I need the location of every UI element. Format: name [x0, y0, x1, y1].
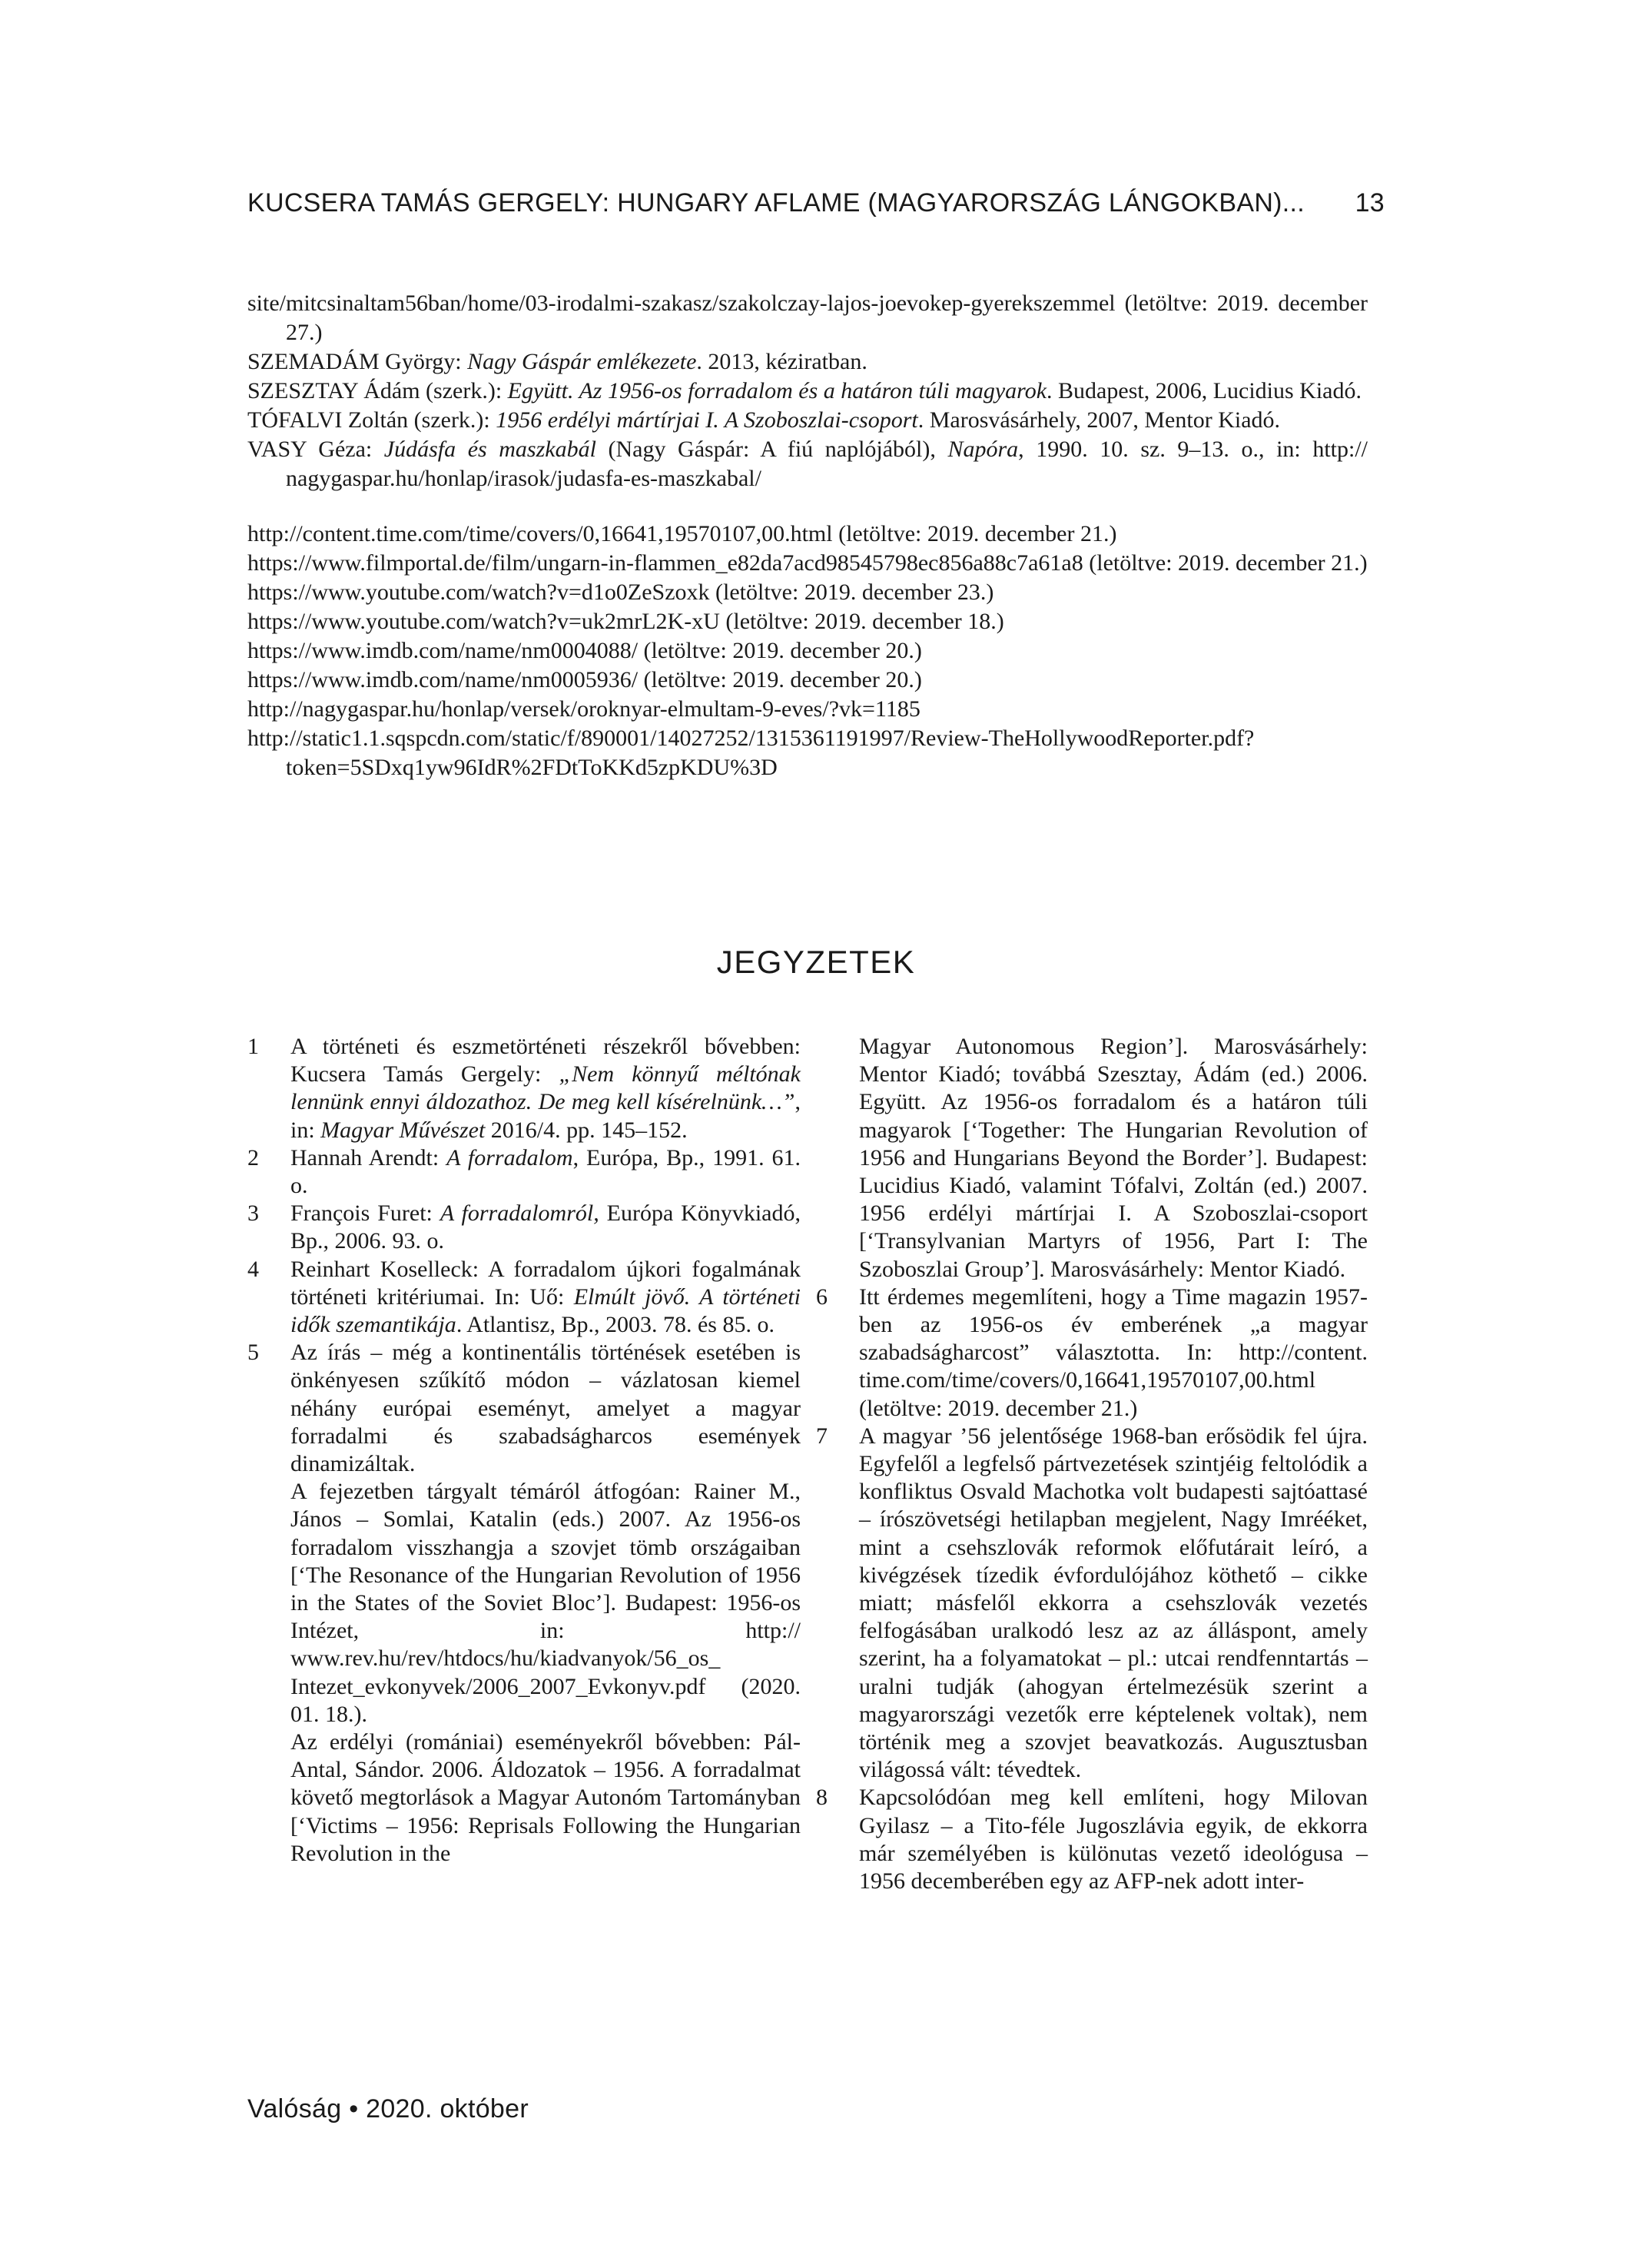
reference-entry: SZESZTAY Ádám (szerk.): Együtt. Az 1956-os forradalom és a határon túli magyarok. Budapest, 2006, Lucidius Kiadó. [247, 378, 1362, 403]
section-heading: JEGYZETEK [716, 944, 916, 980]
endnote-number: 2 [247, 1144, 259, 1171]
reference-entry: TÓFALVI Zoltán (szerk.): 1956 erdélyi mártírjai I. A Szoboszlai-csoport. Marosvásárhely, 2007, Mentor Kiadó. [247, 407, 1281, 433]
web-source-entry: https://www.youtube.com/watch?v=d1o0ZeSzoxk (letöltve: 2019. december 23.) [247, 579, 994, 605]
endnote [816, 1784, 1368, 1895]
endnote [816, 1423, 1368, 1785]
reference-entry: SZEMADÁM György: Nagy Gáspár emlékezete. 2013, kéziratban. [247, 349, 867, 374]
reference-entry: site/mitcsinaltam56ban/home/03-irodalmi-szakasz/szakolczay-lajos-joevokep-gyerekszemmel (letöltve: 2019. december 27.) [247, 291, 1368, 345]
endnote-text: A történeti és eszmetörténeti részekről bővebben: Kucsera Tamás Gergely: „Nem könnyű méltónak lennünk ennyi áldozathoz. De meg kell kísérelnünk…”, in: Magyar Művészet 2016/4. pp. 145–152. [290, 1034, 801, 1143]
web-source-entry: http://static1.1.sqspcdn.com/static/f/890001/14027252/1315361191997/Review-TheHollywoodReporter.pdf? token=5SDxq1yw96IdR%2FDtToKKd5zpKDU%3D [247, 726, 1255, 780]
reference-entry: VASY Géza: Júdásfa és maszkabál (Nagy Gáspár: A fiú naplójából), Napóra, 1990. 10. sz. 9–13. o., in: http:// nagygaspar.hu/honlap/irasok/judasfa-es-maszkabal/ [247, 437, 1368, 491]
running-head-title: KUCSERA TAMÁS GERGELY: HUNGARY AFLAME (MAGYARORSZÁG LÁNGOKBAN)... [247, 188, 1305, 218]
endnote [816, 1283, 1368, 1423]
endnote-number: 5 [247, 1340, 259, 1366]
web-source-entry: https://www.youtube.com/watch?v=uk2mrL2K-xU (letöltve: 2019. december 18.) [247, 609, 1004, 634]
endnote-text: A magyar ’56 jelentősége 1968-ban erősödik fel újra. Egyfelől a legfelső pártvezetések szintjéig feltolódik a konfliktus Osvald Machotka volt budapesti sajtóattasé – írószövetségi hetilapban megjelent, Nagy Imrééket, mint a csehszlovák reformok előfutárait leíró, a kivégzések tízedik évfordulójához köthető – cikke miatt; másfelől ekkorra a csehszlovák vezetés felfogásában uralkodó lesz az az álláspont, amely szerint, ha a folyamatokat – pl.: utcai rendfenntartás – uralni tudják (ahogyan értelmezésük szerint a magyarországi vezetők erre képtelenek voltak), nem történik meg a szovjet beavatkozás. Augusztusban világossá vált: tévedtek. [859, 1423, 1368, 1783]
endnote [247, 1200, 801, 1255]
web-source-entry: http://content.time.com/time/covers/0,16641,19570107,00.html (letöltve: 2019. december 21.) [247, 521, 1117, 546]
notes-column-right [816, 1033, 1368, 1895]
endnote-text: Hannah Arendt: A forradalom, Európa, Bp., 1991. 61. o. [290, 1144, 801, 1199]
bibliography [247, 289, 1368, 782]
endnote-number: 8 [816, 1785, 828, 1811]
endnote-number: 1 [247, 1034, 259, 1059]
web-source-entry: http://nagygaspar.hu/honlap/versek/oroknyar-elmultam-9-eves/?vk=1185 [247, 696, 920, 722]
endnote-number: 3 [247, 1200, 259, 1227]
web-source-entry: https://www.imdb.com/name/nm0005936/ (letöltve: 2019. december 20.) [247, 667, 922, 692]
endnote-text: Kapcsolódóan meg kell említeni, hogy Milovan Gyilasz – a Tito-féle Jugoszlávia egyik, de ekkorra már személyében is különutas vezető ideológusa – 1956 decemberében egy az AFP-nek adott inter- [859, 1785, 1368, 1894]
web-sources-list [247, 520, 1368, 782]
endnote-text: A fejezetben tárgyalt témáról átfogóan: Rainer M., János – Somlai, Katalin (eds.) 2007. Az 1956-os forradalom visszhangja a szovjet tömb országaiban [‘The Resonance of the Hungarian Revolution of 1956 in the States of the Soviet Bloc’]. Budapest: 1956-os Intézet, in: http:// www.rev.hu/rev/htdocs/hu/kiadvanyok/56_os_ Intezet_evkonyvek/2006_2007_Evkonyv.pdf (2020. 01. 18.). [290, 1479, 801, 1727]
endnote-text: Reinhart Koselleck: A forradalom újkori fogalmának történeti kritériumai. In: Uő: Elmúlt jövő. A történeti idők szemantikája. Atlantisz, Bp., 2003. 78. és 85. o. [290, 1256, 801, 1338]
notes-column-left [247, 1033, 801, 1868]
endnote-text: Itt érdemes megemlíteni, hogy a Time magazin 1957-ben az 1956-os év emberének „a magyar szabadságharcost” választotta. In: http://content. time.com/time/covers/0,16641,19570107,00.html (letöltve: 2019. december 21.) [859, 1283, 1368, 1421]
page-number: 13 [1355, 188, 1385, 218]
endnote-continuation: Magyar Autonomous Region’]. Marosvásárhely: Mentor Kiadó; továbbá Szesztay, Ádám (ed.) 2006. Együtt. Az 1956-os forradalom és a határon túli magyarok [‘Together: The Hungarian Revolution of 1956 and Hungarians Beyond the Border’]. Budapest: Lucidius Kiadó, valamint Tófalvi, Zoltán (ed.) 2007. 1956 erdélyi mártírjai I. A Szoboszlai-csoport [‘Transylvanian Martyrs of 1956, Part I: The Szoboszlai Group’]. Marosvásárhely: Mentor Kiadó. [859, 1034, 1368, 1282]
endnote-number: 6 [816, 1283, 828, 1310]
web-source-entry: https://www.imdb.com/name/nm0004088/ (letöltve: 2019. december 20.) [247, 638, 922, 663]
endnote-text: François Furet: A forradalomról, Európa Könyvkiadó, Bp., 2006. 93. o. [290, 1200, 801, 1254]
endnote-number: 7 [816, 1423, 828, 1449]
page-footer: Valóság • 2020. október [247, 2094, 529, 2124]
endnote-text: Az írás – még a kontinentális történések esetében is önkényesen szűkítő módon – vázlatosan kiemel néhány európai eseményt, amelyet a magyar forradalmi és szabadságharcos események dinamizáltak. [290, 1340, 801, 1477]
endnote [247, 1144, 801, 1200]
web-source-entry: https://www.filmportal.de/film/ungarn-in-flammen_e82da7acd98545798ec856a88c7a61a8 (letöltve: 2019. december 21.) [247, 550, 1368, 576]
endnote-number: 4 [247, 1256, 259, 1282]
endnote [247, 1339, 801, 1868]
endnote [247, 1256, 801, 1340]
endnote-text: Az erdélyi (romániai) eseményekről bővebben: Pál-Antal, Sándor. 2006. Áldozatok – 1956. A forradalmat követő megtorlások a Magyar Autonóm Tartományban [‘Victims – 1956: Reprisals Following the Hungarian Revolution in the [290, 1729, 801, 1866]
endnote [247, 1033, 801, 1144]
